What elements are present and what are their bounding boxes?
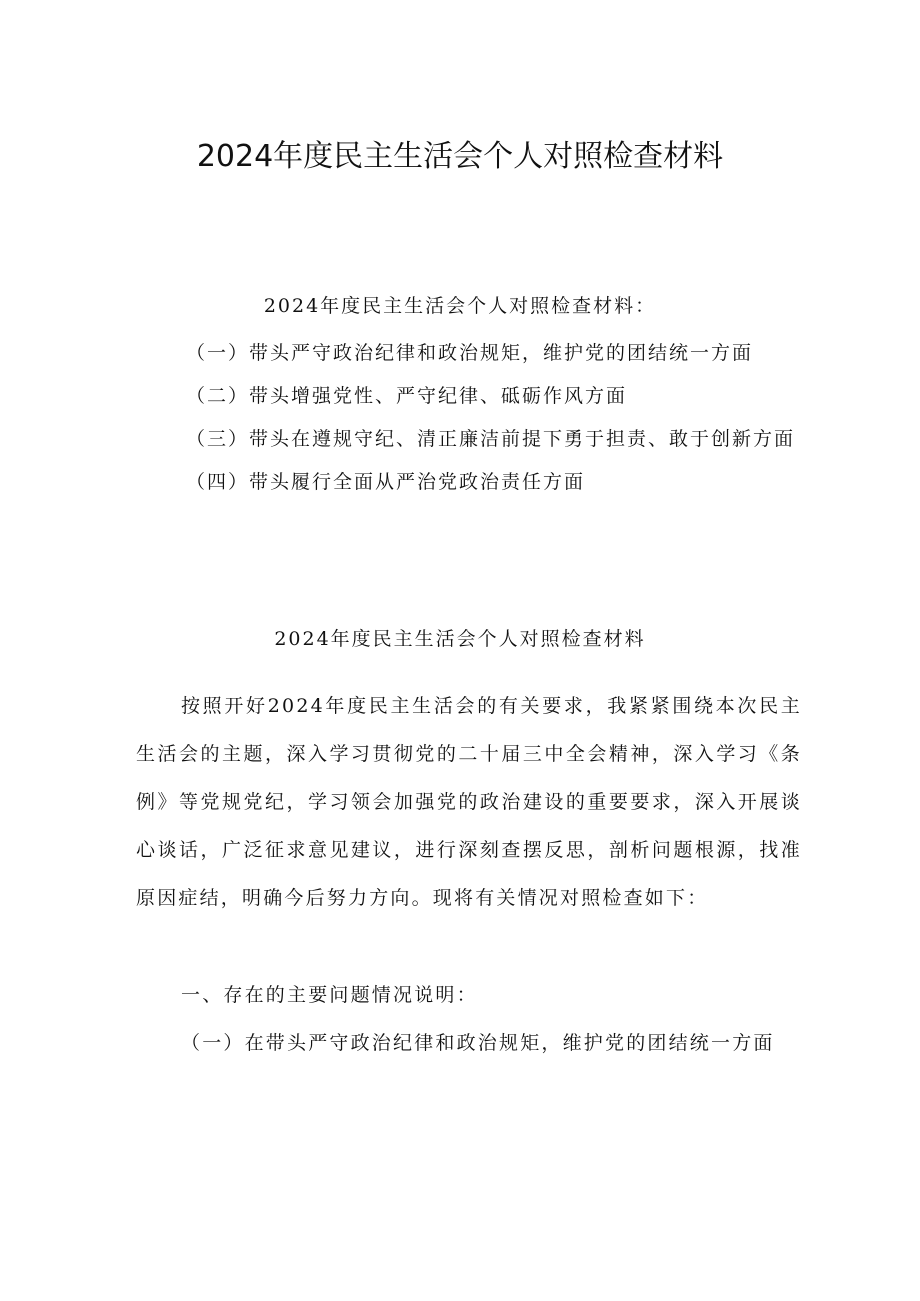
document-title: 2024年度民主生活会个人对照检查材料 [196,139,724,174]
toc-item: （四）带头履行全面从严治党政治责任方面 [186,471,586,493]
toc-heading: 2024年度民主生活会个人对照检查材料： [263,295,657,317]
toc-list [186,339,866,511]
subsection-heading: （一）在带头严守政治纪律和政治规矩，维护党的团结统一方面 [181,1032,775,1054]
toc-item: （三）带头在遵规守纪、清正廉洁前提下勇于担责、敢于创新方面 [186,428,796,450]
toc-item: （二）带头增强党性、严守纪律、砥砺作风方面 [186,385,628,407]
section-heading: 一、存在的主要问题情况说明： [181,984,478,1006]
body-heading: 2024年度民主生活会个人对照检查材料 [274,628,646,650]
intro-paragraph: 按照开好2024年度民主生活会的有关要求，我紧紧围绕本次民主生活会的主题，深入学习贯彻党的二十届三中全会精神，深入学习《条例》等党规党纪，学习领会加强党的政治建设的重要要求，深入开展谈心谈话，广泛征求意见建议，进行深刻查摆反思，剖析问题根源，找准原因症结，明确今后努力方向。现将有关情况对照检查如下： [136,695,802,909]
toc-item: （一）带头严守政治纪律和政治规矩，维护党的团结统一方面 [186,342,754,364]
